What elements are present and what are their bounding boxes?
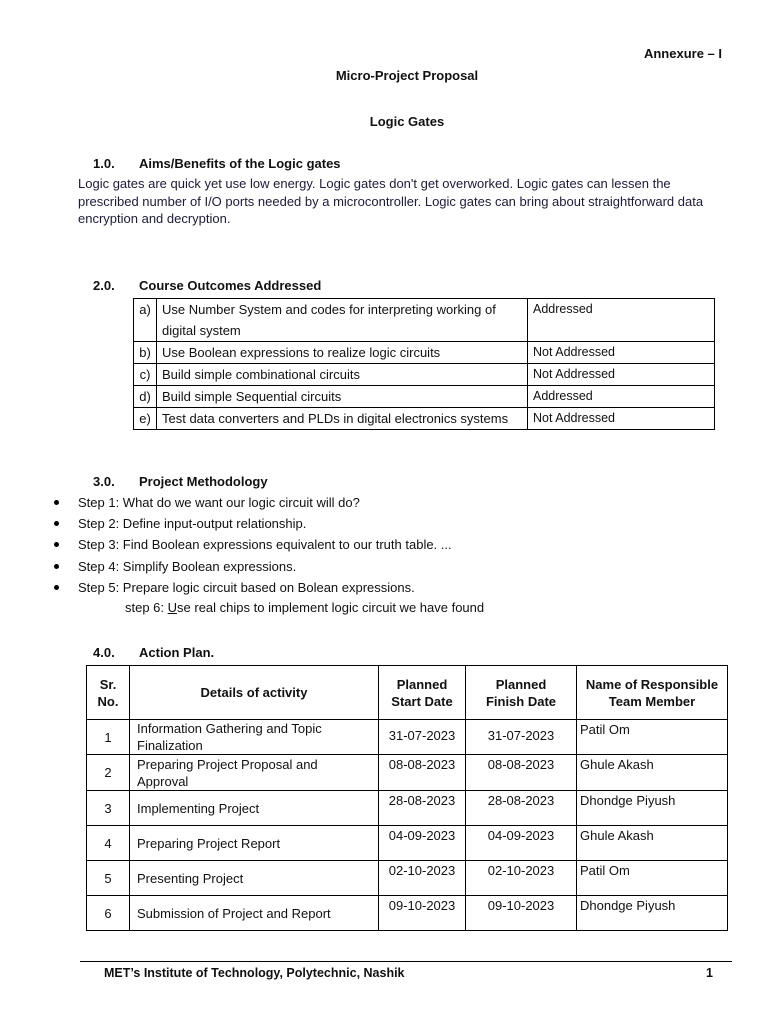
member-cell: Ghule Akash <box>577 826 728 861</box>
outcome-status: Addressed <box>528 386 715 408</box>
section-title: Action Plan. <box>139 645 215 660</box>
project-subject: Logic Gates <box>369 114 445 129</box>
outcome-description: Build simple Sequential circuits <box>157 386 528 408</box>
outcome-status: Not Addressed <box>528 364 715 386</box>
table-row <box>134 408 715 430</box>
activity-cell: Presenting Project <box>130 861 379 896</box>
table-row <box>134 386 715 408</box>
section-number: 4.0. <box>93 645 115 660</box>
sr-cell: 2 <box>87 755 130 791</box>
sr-cell: 6 <box>87 896 130 931</box>
table-row <box>87 896 728 931</box>
start-date-cell: 02-10-2023 <box>379 861 466 896</box>
section-outcomes-heading <box>93 278 321 293</box>
sr-cell: 5 <box>87 861 130 896</box>
finish-date-cell: 09-10-2023 <box>466 896 577 931</box>
table-row <box>134 299 715 342</box>
step-text: Step 3: Find Boolean expressions equivalent to our truth table. ... <box>78 537 452 553</box>
aims-paragraph: Logic gates are quick yet use low energy. Logic gates don't get overworked. Logic gates can lessen the prescribed number of I/O ports needed by a microcontroller. Logic gates can bring about straightforward data encryption and decryption. <box>78 176 704 226</box>
footer-divider <box>80 961 732 962</box>
activity-cell: Preparing Project Report <box>130 826 379 861</box>
sr-cell: 3 <box>87 791 130 826</box>
start-date-cell: 09-10-2023 <box>379 896 466 931</box>
section-title: Aims/Benefits of the Logic gates <box>139 156 341 171</box>
activity-cell: Preparing Project Proposal and Approval <box>130 755 379 791</box>
bullet-icon <box>54 564 59 569</box>
list-item <box>52 577 452 598</box>
list-item <box>52 513 452 534</box>
outcome-label: b) <box>134 342 157 364</box>
section-methodology-heading <box>93 474 268 489</box>
outcome-description: Use Boolean expressions to realize logic circuits <box>157 342 528 364</box>
section-title: Course Outcomes Addressed <box>139 278 322 293</box>
table-row <box>87 861 728 896</box>
section-number: 1.0. <box>93 156 115 171</box>
member-cell: Dhondge Piyush <box>577 896 728 931</box>
step-text: Step 2: Define input-output relationship. <box>78 516 307 532</box>
sr-cell: 1 <box>87 720 130 755</box>
list-item <box>52 492 452 513</box>
outcome-status: Not Addressed <box>528 342 715 364</box>
annexure-label: Annexure – I <box>643 46 722 61</box>
course-outcomes-table <box>133 298 715 430</box>
member-cell: Ghule Akash <box>577 755 728 791</box>
activity-cell: Implementing Project <box>130 791 379 826</box>
outcome-label: e) <box>134 408 157 430</box>
table-row <box>87 791 728 826</box>
outcome-description: Test data converters and PLDs in digital electronics systems <box>157 408 528 430</box>
header-team-member: Name of Responsible Team Member <box>577 666 728 720</box>
step6-prefix: step 6: <box>125 600 168 615</box>
action-plan-table <box>86 665 728 931</box>
finish-date-cell: 02-10-2023 <box>466 861 577 896</box>
section-number: 2.0. <box>93 278 115 293</box>
section-number: 3.0. <box>93 474 115 489</box>
outcome-description: Build simple combinational circuits <box>157 364 528 386</box>
section-action-heading <box>93 645 214 660</box>
list-item <box>52 556 452 577</box>
header-sr-no: Sr. No. <box>87 666 130 720</box>
bullet-icon <box>54 521 59 526</box>
step6-underlined-letter: U <box>167 600 178 615</box>
table-row <box>134 342 715 364</box>
bullet-icon <box>54 500 59 505</box>
section-aims-heading <box>93 156 341 171</box>
outcome-label: d) <box>134 386 157 408</box>
outcome-status: Addressed <box>528 299 715 342</box>
table-row <box>87 755 728 791</box>
step-text: Step 4: Simplify Boolean expressions. <box>78 558 297 574</box>
finish-date-cell: 04-09-2023 <box>466 826 577 861</box>
bullet-icon <box>54 542 59 547</box>
header-start-date: Planned Start Date <box>379 666 466 720</box>
header-finish-date: Planned Finish Date <box>466 666 577 720</box>
table-row <box>134 364 715 386</box>
finish-date-cell: 28-08-2023 <box>466 791 577 826</box>
methodology-steps <box>52 492 452 598</box>
bullet-icon <box>54 585 59 590</box>
start-date-cell: 28-08-2023 <box>379 791 466 826</box>
step-6-text <box>125 600 484 615</box>
step-text: Step 1: What do we want our logic circuit will do? <box>78 495 360 510</box>
page-number: 1 <box>706 966 713 980</box>
finish-date-cell: 31-07-2023 <box>466 720 577 755</box>
list-item <box>52 534 452 555</box>
table-header-row <box>87 666 728 720</box>
outcome-status: Not Addressed <box>528 408 715 430</box>
footer-institute: MET’s Institute of Technology, Polytechnic, Nashik <box>104 966 405 980</box>
finish-date-cell: 08-08-2023 <box>466 755 577 791</box>
outcome-description: Use Number System and codes for interpreting working of digital system <box>157 299 528 342</box>
outcome-label: a) <box>134 299 157 342</box>
header-details: Details of activity <box>130 666 379 720</box>
member-cell: Patil Om <box>577 720 728 755</box>
outcome-label: c) <box>134 364 157 386</box>
sr-cell: 4 <box>87 826 130 861</box>
activity-cell: Information Gathering and Topic Finalization <box>130 720 379 755</box>
step-text: Step 5: Prepare logic circuit based on Bolean expressions. <box>78 579 415 595</box>
member-cell: Patil Om <box>577 861 728 896</box>
start-date-cell: 31-07-2023 <box>379 720 466 755</box>
start-date-cell: 04-09-2023 <box>379 826 466 861</box>
table-row <box>87 826 728 861</box>
activity-cell: Submission of Project and Report <box>130 896 379 931</box>
section-title: Project Methodology <box>139 474 268 489</box>
document-title: Micro-Project Proposal <box>335 68 479 83</box>
member-cell: Dhondge Piyush <box>577 791 728 826</box>
start-date-cell: 08-08-2023 <box>379 755 466 791</box>
step6-rest: se real chips to implement logic circuit we have found <box>177 600 485 615</box>
table-row <box>87 720 728 755</box>
